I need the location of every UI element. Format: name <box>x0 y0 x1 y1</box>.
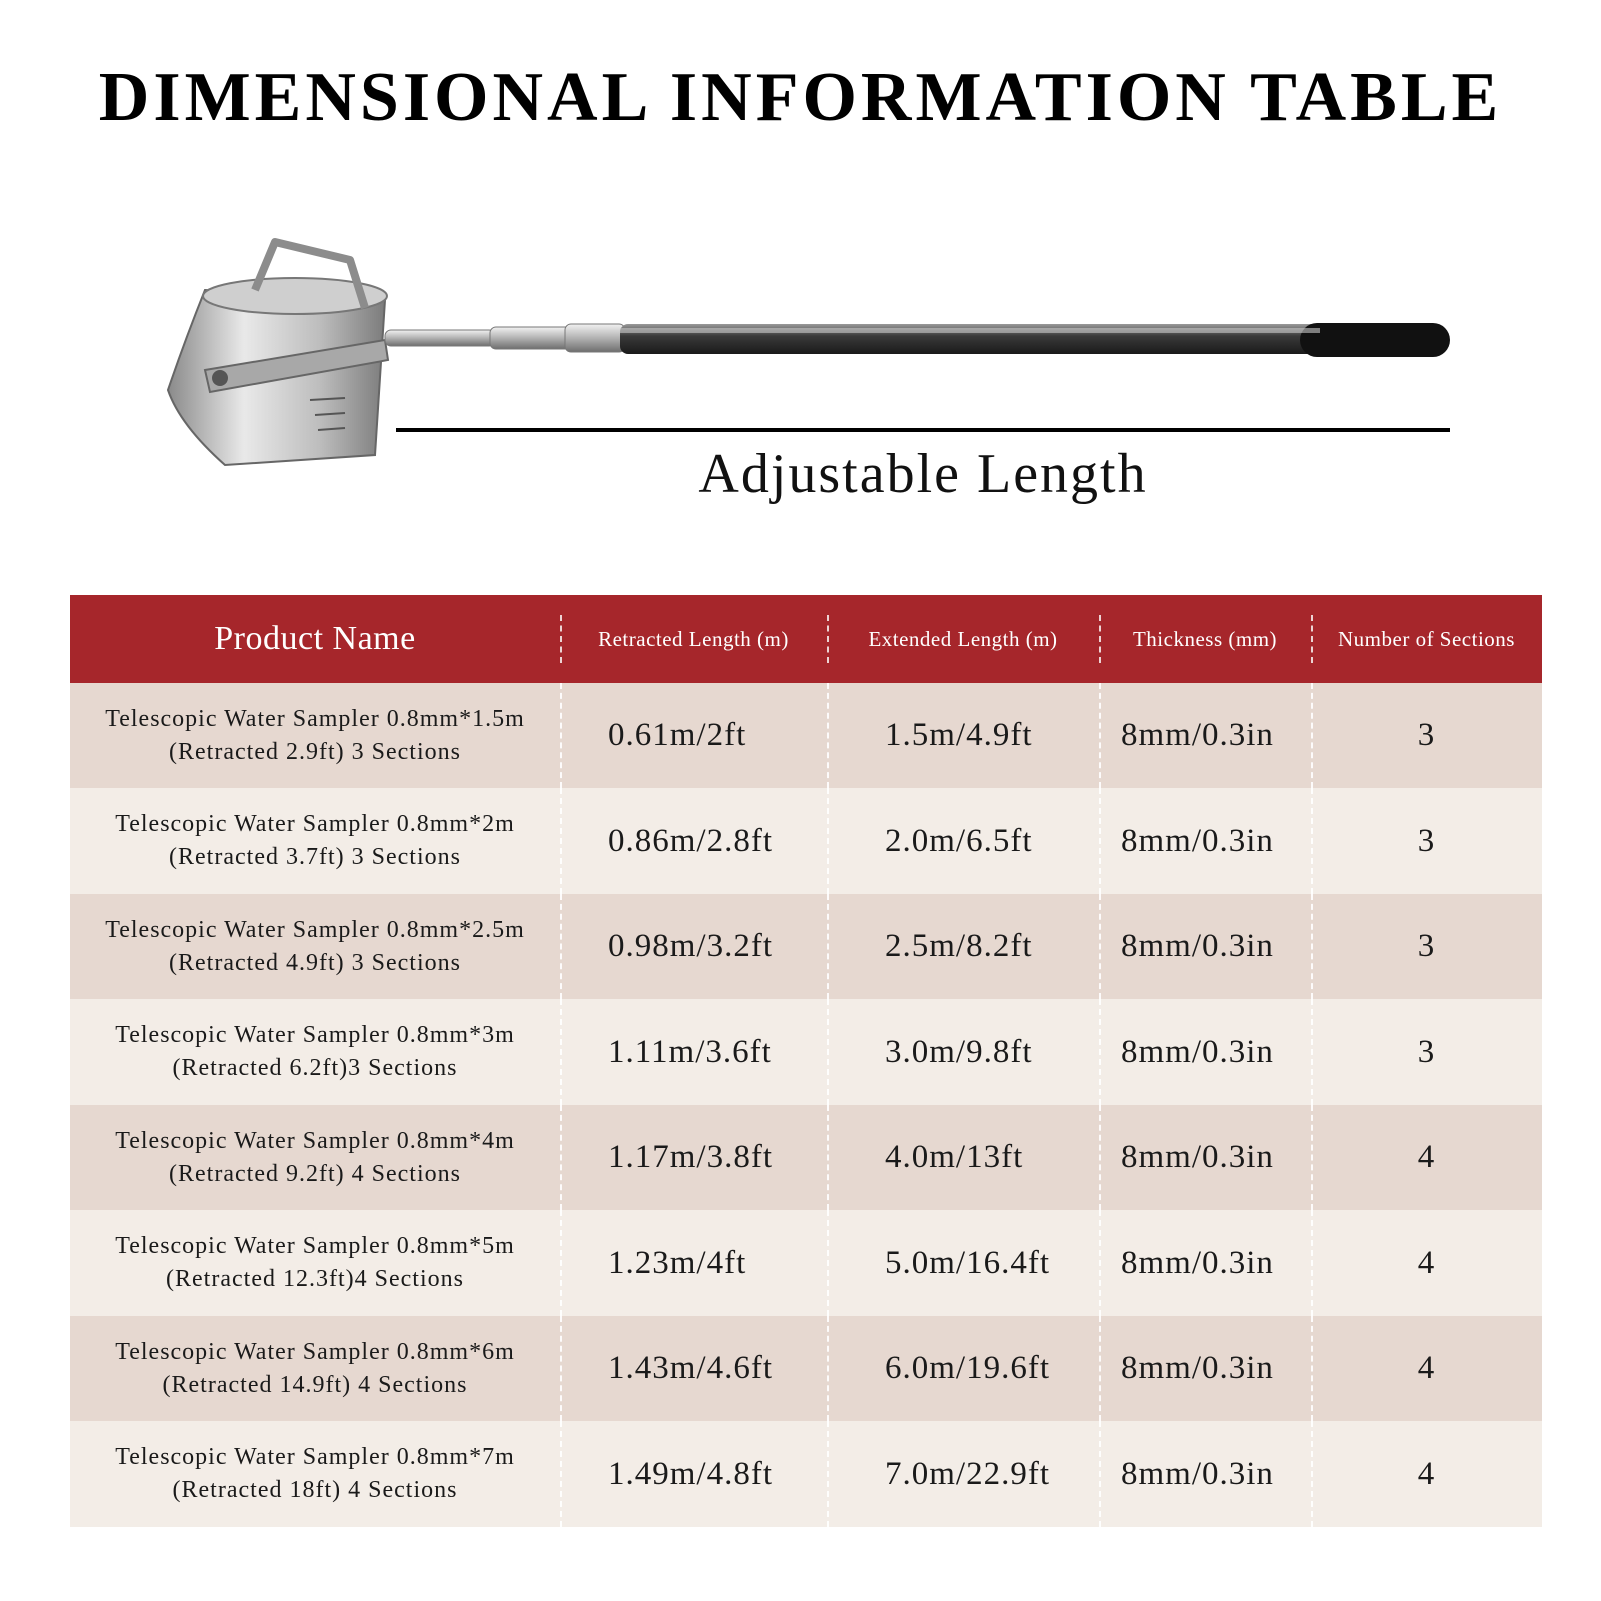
cell-number-of-sections: 4 <box>1311 1105 1542 1210</box>
adjustable-length-line <box>396 428 1450 432</box>
cell-thickness: 8mm/0.3in <box>1099 999 1311 1105</box>
cell-thickness: 8mm/0.3in <box>1099 1316 1311 1421</box>
table-row <box>70 1210 1542 1316</box>
cell-number-of-sections: 3 <box>1311 788 1542 894</box>
cell-product-name <box>70 1316 560 1421</box>
table-row <box>70 1316 1542 1421</box>
product-name-line: (Retracted 12.3ft)4 Sections <box>166 1266 464 1292</box>
cell-number-of-sections: 3 <box>1311 894 1542 999</box>
cell-retracted-length: 0.98m/3.2ft <box>560 894 827 999</box>
cell-product-name <box>70 894 560 999</box>
header-thickness: Thickness (mm) <box>1099 595 1311 683</box>
table-row <box>70 683 1542 788</box>
product-name-line: Telescopic Water Sampler 0.8mm*4m <box>115 1127 515 1154</box>
header-product-name: Product Name <box>214 620 416 657</box>
product-name-line: Telescopic Water Sampler 0.8mm*2.5m <box>105 916 525 943</box>
header-extended-length: Extended Length (m) <box>827 595 1099 683</box>
product-name-line: (Retracted 14.9ft) 4 Sections <box>162 1371 468 1398</box>
page-title: DIMENSIONAL INFORMATION TABLE <box>98 59 1503 136</box>
cell-product-name <box>70 1421 560 1527</box>
cell-retracted-length: 0.86m/2.8ft <box>560 788 827 894</box>
cell-product-name <box>70 683 560 788</box>
cell-number-of-sections: 4 <box>1311 1210 1542 1316</box>
adjustable-length-label: Adjustable Length <box>698 443 1148 505</box>
cell-thickness: 8mm/0.3in <box>1099 1210 1311 1316</box>
cell-retracted-length: 1.11m/3.6ft <box>560 999 827 1105</box>
product-name-line: (Retracted 2.9ft) 3 Sections <box>169 738 461 765</box>
product-name-line: Telescopic Water Sampler 0.8mm*1.5m <box>105 705 525 732</box>
cell-thickness: 8mm/0.3in <box>1099 1421 1311 1527</box>
table-body <box>70 683 1542 1527</box>
cell-extended-length: 5.0m/16.4ft <box>827 1210 1099 1316</box>
product-name-line: Telescopic Water Sampler 0.8mm*5m <box>115 1233 515 1259</box>
product-name-line: (Retracted 3.7ft) 3 Sections <box>169 844 461 870</box>
cell-thickness: 8mm/0.3in <box>1099 1105 1311 1210</box>
cell-retracted-length: 1.43m/4.6ft <box>560 1316 827 1421</box>
product-name-line: (Retracted 18ft) 4 Sections <box>172 1477 458 1503</box>
cell-number-of-sections: 3 <box>1311 999 1542 1105</box>
table-row <box>70 999 1542 1105</box>
header-number-of-sections: Number of Sections <box>1311 595 1542 683</box>
cell-product-name <box>70 788 560 894</box>
cell-retracted-length: 1.17m/3.8ft <box>560 1105 827 1210</box>
cell-extended-length: 1.5m/4.9ft <box>827 683 1099 788</box>
cell-retracted-length: 1.23m/4ft <box>560 1210 827 1316</box>
dimension-table <box>70 595 1542 1527</box>
product-name-line: Telescopic Water Sampler 0.8mm*2m <box>115 811 515 837</box>
cell-product-name <box>70 1105 560 1210</box>
cell-product-name <box>70 999 560 1105</box>
table-row <box>70 788 1542 894</box>
cell-extended-length: 4.0m/13ft <box>827 1105 1099 1210</box>
cell-retracted-length: 1.49m/4.8ft <box>560 1421 827 1527</box>
cell-extended-length: 2.5m/8.2ft <box>827 894 1099 999</box>
product-name-line: (Retracted 9.2ft) 4 Sections <box>169 1160 461 1187</box>
cell-product-name <box>70 1210 560 1316</box>
cell-number-of-sections: 4 <box>1311 1421 1542 1527</box>
table-row <box>70 894 1542 999</box>
product-name-line: (Retracted 4.9ft) 3 Sections <box>169 949 461 976</box>
table-row <box>70 1105 1542 1210</box>
cell-extended-length: 6.0m/19.6ft <box>827 1316 1099 1421</box>
header-retracted-length: Retracted Length (m) <box>560 595 827 683</box>
cell-extended-length: 3.0m/9.8ft <box>827 999 1099 1105</box>
table-header <box>70 595 1542 683</box>
cell-extended-length: 7.0m/22.9ft <box>827 1421 1099 1527</box>
cell-thickness: 8mm/0.3in <box>1099 788 1311 894</box>
cell-number-of-sections: 4 <box>1311 1316 1542 1421</box>
cell-retracted-length: 0.61m/2ft <box>560 683 827 788</box>
cell-number-of-sections: 3 <box>1311 683 1542 788</box>
product-name-line: (Retracted 6.2ft)3 Sections <box>172 1055 458 1081</box>
table-row <box>70 1421 1542 1527</box>
cell-thickness: 8mm/0.3in <box>1099 894 1311 999</box>
product-name-line: Telescopic Water Sampler 0.8mm*7m <box>115 1444 515 1470</box>
product-name-line: Telescopic Water Sampler 0.8mm*3m <box>115 1022 515 1048</box>
cell-extended-length: 2.0m/6.5ft <box>827 788 1099 894</box>
product-name-line: Telescopic Water Sampler 0.8mm*6m <box>115 1338 515 1365</box>
cell-thickness: 8mm/0.3in <box>1099 683 1311 788</box>
